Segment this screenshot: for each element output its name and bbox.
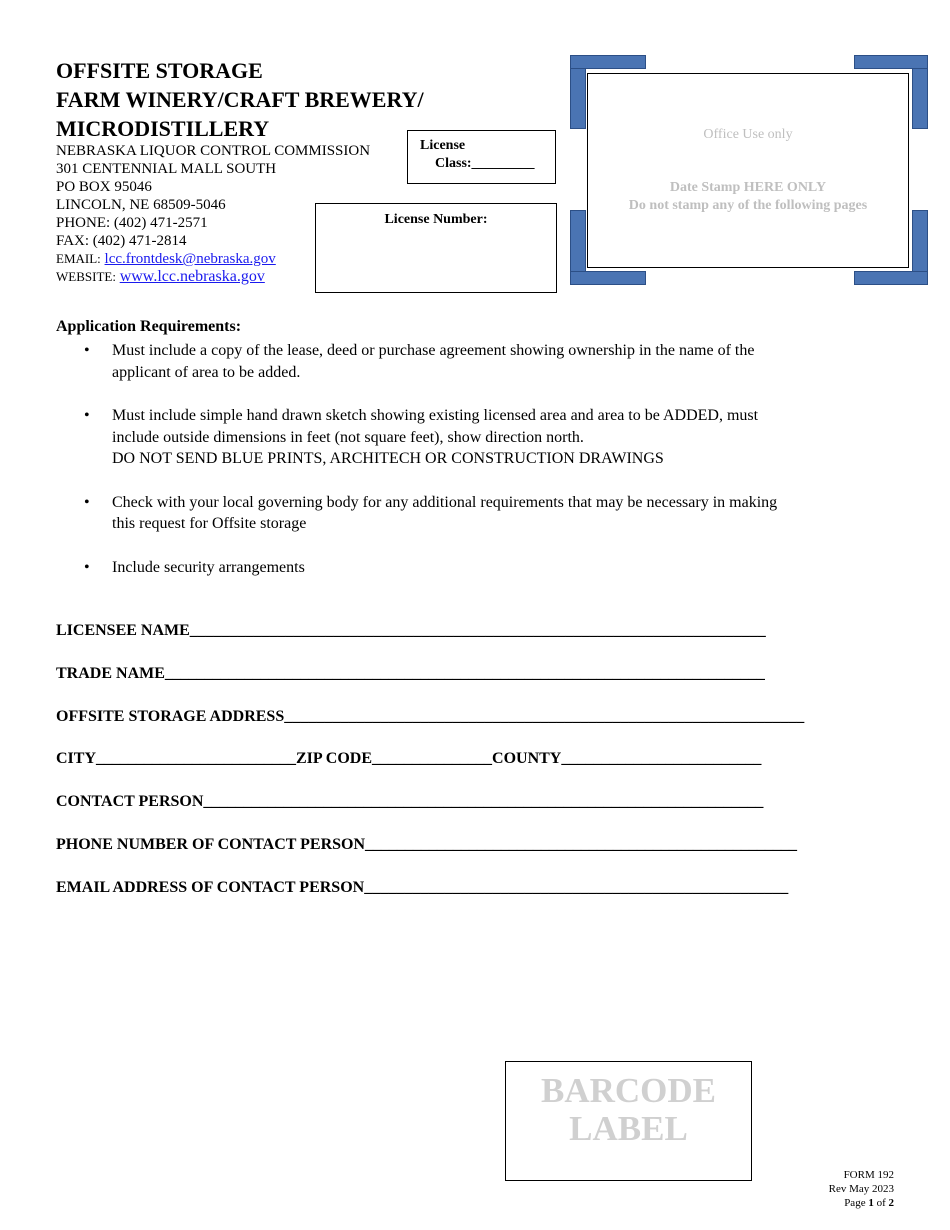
- requirement-text: this request for Offsite storage: [112, 515, 307, 532]
- org-phone: PHONE: (402) 471-2571: [56, 215, 208, 231]
- title-line-2: FARM WINERY/CRAFT BREWERY/: [56, 87, 424, 112]
- license-class-label-2: Class:_________: [435, 156, 535, 171]
- offsite-address-field[interactable]: OFFSITE STORAGE ADDRESS_________________________________________________________________: [56, 708, 805, 725]
- barcode-text-2: LABEL: [569, 1109, 688, 1148]
- barcode-label-box: [505, 1061, 752, 1181]
- email-label: EMAIL:: [56, 251, 101, 266]
- bullet-icon: •: [84, 558, 90, 576]
- barcode-text-1: BARCODE: [540, 1071, 717, 1110]
- page-total: 2: [888, 1197, 894, 1209]
- license-class-label-1: License: [420, 138, 466, 153]
- email-link[interactable]: lcc.frontdesk@nebraska.gov: [104, 251, 276, 267]
- page-prefix: Page: [844, 1197, 869, 1209]
- page-number: [829, 1196, 894, 1210]
- requirement-text: Check with your local governing body for any additional requirements that may be necessary in making: [112, 493, 778, 511]
- trade-name-field[interactable]: TRADE NAME___________________________________________________________________________: [56, 665, 765, 682]
- bracket-bottom-right-horizontal: [854, 271, 928, 285]
- form-title: [56, 56, 424, 143]
- requirement-text: Include security arrangements: [112, 558, 305, 576]
- stamp-warning: Do not stamp any of the following pages: [628, 198, 868, 213]
- requirement-text: include outside dimensions in feet (not square feet), show direction north.: [112, 428, 584, 446]
- requirement-text: DO NOT SEND BLUE PRINTS, ARCHITECH OR CONSTRUCTION DRAWINGS: [112, 450, 664, 467]
- bullet-icon: •: [84, 493, 90, 511]
- org-name: NEBRASKA LIQUOR CONTROL COMMISSION: [56, 143, 371, 159]
- form-footer: [829, 1168, 894, 1210]
- license-class-box[interactable]: [407, 130, 556, 184]
- requirement-text: Must include simple hand drawn sketch showing existing licensed area and area to be ADDED, must: [112, 407, 759, 424]
- contact-email-field[interactable]: EMAIL ADDRESS OF CONTACT PERSON_____________________________________________________: [56, 879, 789, 896]
- requirement-text: applicant of area to be added.: [112, 363, 301, 381]
- bullet-icon: •: [84, 407, 90, 424]
- page-current: 1: [868, 1197, 874, 1209]
- bracket-top-right-horizontal: [854, 55, 928, 69]
- bullet-icon: •: [84, 342, 90, 359]
- website-label: WEBSITE:: [56, 269, 116, 284]
- office-use-stamp-box: [587, 73, 909, 268]
- office-use-label: Office Use only: [703, 127, 793, 142]
- bracket-bottom-left-horizontal: [570, 271, 646, 285]
- list-item: [84, 405, 904, 470]
- licensee-name-field[interactable]: LICENSEE NAME________________________________________________________________________: [56, 622, 766, 639]
- org-fax: FAX: (402) 471-2814: [56, 233, 187, 249]
- city-zip-county-field[interactable]: CITY_________________________ZIP CODE_______________COUNTY_________________________: [56, 750, 762, 767]
- requirements-heading: Application Requirements:: [56, 318, 242, 335]
- date-stamp-label: Date Stamp HERE ONLY: [669, 180, 827, 195]
- form-number: FORM 192: [843, 1169, 894, 1181]
- org-address-3: LINCOLN, NE 68509-5046: [56, 197, 226, 213]
- requirements-list: [84, 340, 904, 600]
- website-link[interactable]: www.lcc.nebraska.gov: [119, 268, 265, 285]
- org-address-1: 301 CENTENNIAL MALL SOUTH: [56, 161, 277, 177]
- form-revision: Rev May 2023: [828, 1183, 894, 1195]
- list-item: [84, 340, 904, 383]
- license-number-box[interactable]: [315, 203, 557, 293]
- bracket-top-left-horizontal: [570, 55, 646, 69]
- license-number-label: License Number:: [384, 212, 488, 227]
- contact-person-field[interactable]: CONTACT PERSON______________________________________________________________________: [56, 793, 764, 810]
- list-item: [84, 492, 904, 535]
- org-address-2: PO BOX 95046: [56, 179, 152, 195]
- contact-phone-field[interactable]: PHONE NUMBER OF CONTACT PERSON______________________________________________________: [56, 836, 798, 853]
- title-line-3: MICRODISTILLERY: [56, 116, 270, 141]
- page-mid: of: [873, 1197, 889, 1209]
- requirement-text: Must include a copy of the lease, deed or purchase agreement showing ownership in the name of the: [112, 342, 755, 359]
- title-line-1: OFFSITE STORAGE: [56, 58, 263, 83]
- list-item: [84, 557, 904, 579]
